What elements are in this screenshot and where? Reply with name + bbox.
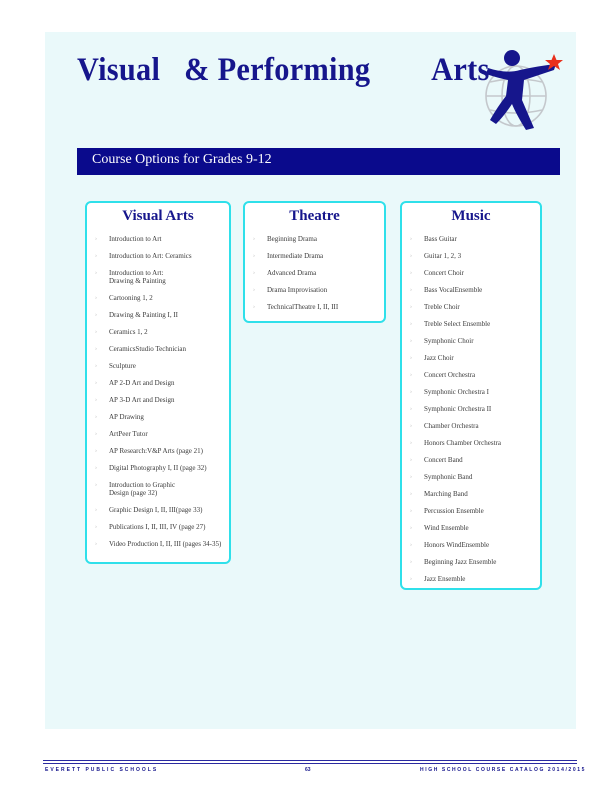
list-item-text: Guitar 1, 2, 3 [424, 252, 462, 260]
bullet-icon: › [410, 338, 412, 344]
title-word-visual: Visual [77, 52, 161, 88]
list-item [402, 456, 540, 464]
bullet-icon: › [253, 236, 255, 242]
list-item-text: Bass VocalEnsemble [424, 286, 483, 294]
list-item [245, 303, 384, 311]
list-item [402, 388, 540, 396]
bullet-icon: › [410, 287, 412, 293]
bullet-icon: › [95, 253, 97, 259]
list-item-text: Chamber Orchestra [424, 422, 479, 430]
list-item [402, 269, 540, 277]
bullet-icon: › [95, 397, 97, 403]
list-item [87, 252, 229, 260]
footer-rule-top [43, 760, 577, 761]
list-item [87, 345, 229, 353]
list-item-text: Symphonic Orchestra II [424, 405, 492, 413]
list-item [87, 506, 229, 514]
list-item [402, 252, 540, 260]
performer-star-globe-logo [478, 44, 564, 134]
list-item-text: Advanced Drama [267, 269, 317, 277]
bullet-icon: › [95, 312, 97, 318]
list-item-text: Drawing & Painting I, II [109, 311, 179, 319]
bullet-icon: › [410, 389, 412, 395]
footer-right: HIGH SCHOOL COURSE CATALOG 2014/2015 [420, 767, 586, 773]
bullet-icon: › [95, 431, 97, 437]
list-item-text: Sculpture [109, 362, 136, 370]
list-item [402, 524, 540, 532]
list-item [87, 294, 229, 302]
bullet-icon: › [410, 270, 412, 276]
music-heading: Music [451, 208, 491, 224]
list-item [402, 541, 540, 549]
list-item-text: Introduction to Graphic Design (page 32) [109, 481, 176, 497]
visual-arts-list [87, 235, 229, 548]
list-item-text: Cartooning 1, 2 [109, 294, 153, 302]
bullet-icon: › [95, 346, 97, 352]
footer-rule-bottom [43, 763, 577, 764]
list-item [245, 252, 384, 260]
list-item [87, 379, 229, 387]
bullet-icon: › [95, 541, 97, 547]
bullet-icon: › [95, 507, 97, 513]
bullet-icon: › [95, 465, 97, 471]
list-item-text: Symphonic Choir [424, 337, 474, 345]
list-item-text: Introduction to Art [109, 235, 162, 243]
list-item-text: Percussion Ensemble [424, 507, 484, 515]
list-item-text: Introduction to Art: Ceramics [109, 252, 192, 260]
bullet-icon: › [95, 363, 97, 369]
list-item-text: Concert Orchestra [424, 371, 476, 379]
bullet-icon: › [253, 287, 255, 293]
bullet-icon: › [410, 559, 412, 565]
list-item-text: Symphonic Band [424, 473, 473, 481]
list-item-text: Beginning Drama [267, 235, 317, 243]
list-item [87, 523, 229, 531]
visual-arts-box [85, 201, 231, 564]
list-item [402, 337, 540, 345]
bullet-icon: › [410, 236, 412, 242]
title-word-arts: Arts [431, 52, 490, 88]
list-item [402, 320, 540, 328]
list-item [245, 235, 384, 243]
list-item-text: CeramicsStudio Technician [109, 345, 186, 353]
list-item-text: Ceramics 1, 2 [109, 328, 148, 336]
list-item-text: Drama Improvisation [267, 286, 328, 294]
banner-text: Course Options for Grades 9-12 [92, 152, 272, 167]
list-item [402, 575, 540, 583]
list-item [87, 430, 229, 438]
bullet-icon: › [95, 482, 97, 488]
bullet-icon: › [410, 253, 412, 259]
bullet-icon: › [95, 329, 97, 335]
list-item-text: Honors WindEnsemble [424, 541, 490, 549]
list-item [402, 405, 540, 413]
list-item [87, 447, 229, 455]
list-item-text: Beginning Jazz Ensemble [424, 558, 497, 566]
list-item [402, 473, 540, 481]
course-options-banner [77, 148, 560, 175]
bullet-icon: › [410, 525, 412, 531]
bullet-icon: › [410, 406, 412, 412]
list-item-text: Concert Band [424, 456, 463, 464]
list-item-text: Treble Choir [424, 303, 460, 311]
bullet-icon: › [410, 321, 412, 327]
theatre-box [243, 201, 386, 323]
list-item [402, 439, 540, 447]
list-item [402, 558, 540, 566]
bullet-icon: › [410, 474, 412, 480]
bullet-icon: › [410, 440, 412, 446]
visual-arts-heading: Visual Arts [122, 208, 194, 224]
bullet-icon: › [410, 457, 412, 463]
list-item [245, 269, 384, 277]
bullet-icon: › [253, 253, 255, 259]
list-item [245, 286, 384, 294]
list-item-text: Symphonic Orchestra I [424, 388, 489, 396]
list-item-text: Jazz Choir [424, 354, 454, 362]
list-item-text: AP Research:V&P Arts (page 21) [109, 447, 203, 455]
list-item-text: ArtPeer Tutor [109, 430, 148, 438]
bullet-icon: › [95, 270, 97, 276]
list-item-text: Jazz Ensemble [424, 575, 466, 583]
title-word-performing: & Performing [184, 52, 371, 88]
list-item [402, 371, 540, 379]
bullet-icon: › [95, 448, 97, 454]
list-item-text: AP 3-D Art and Design [109, 396, 175, 404]
bullet-icon: › [410, 423, 412, 429]
theatre-heading: Theatre [289, 208, 340, 224]
list-item [402, 422, 540, 430]
list-item [87, 464, 229, 472]
list-item [87, 362, 229, 370]
bullet-icon: › [410, 355, 412, 361]
list-item [87, 235, 229, 243]
list-item [87, 328, 229, 336]
bullet-icon: › [95, 414, 97, 420]
list-item [87, 540, 229, 548]
bullet-icon: › [95, 236, 97, 242]
bullet-icon: › [95, 380, 97, 386]
footer-page-number: 63 [305, 767, 311, 773]
list-item-text: Wind Ensemble [424, 524, 469, 532]
bullet-icon: › [253, 270, 255, 276]
list-item-text: Bass Guitar [424, 235, 457, 243]
list-item-text: Video Production I, II, III (pages 34-35) [109, 540, 222, 548]
list-item-text: Digital Photography I, II (page 32) [109, 464, 207, 472]
list-item [87, 396, 229, 404]
list-item [87, 413, 229, 421]
list-item [87, 311, 229, 319]
list-item [402, 286, 540, 294]
list-item-text: Graphic Design I, II, III(page 33) [109, 506, 203, 514]
bullet-icon: › [410, 508, 412, 514]
list-item-text: AP 2-D Art and Design [109, 379, 175, 387]
list-item-text: Concert Choir [424, 269, 464, 277]
bullet-icon: › [410, 491, 412, 497]
bullet-icon: › [95, 295, 97, 301]
list-item [402, 303, 540, 311]
list-item [402, 235, 540, 243]
footer-left: EVERETT PUBLIC SCHOOLS [45, 767, 159, 773]
theatre-list [245, 235, 384, 311]
page-title [77, 52, 490, 89]
list-item [402, 354, 540, 362]
bullet-icon: › [410, 542, 412, 548]
music-box [400, 201, 542, 590]
bullet-icon: › [95, 524, 97, 530]
bullet-icon: › [253, 304, 255, 310]
list-item-text: Honors Chamber Orchestra [424, 439, 501, 447]
list-item-text: Publications I, II, III, IV (page 27) [109, 523, 206, 531]
list-item [87, 481, 194, 497]
music-list [402, 235, 540, 583]
list-item-text: Marching Band [424, 490, 468, 498]
bullet-icon: › [410, 372, 412, 378]
list-item-text: Introduction to Art: Drawing & Painting [109, 269, 166, 285]
list-item [402, 490, 540, 498]
list-item [87, 269, 189, 285]
bullet-icon: › [410, 576, 412, 582]
list-item-text: Intermediate Drama [267, 252, 324, 260]
list-item-text: TechnicalTheatre I, II, III [267, 303, 339, 311]
list-item [402, 507, 540, 515]
list-item-text: AP Drawing [109, 413, 144, 421]
bullet-icon: › [410, 304, 412, 310]
list-item-text: Treble Select Ensemble [424, 320, 491, 328]
